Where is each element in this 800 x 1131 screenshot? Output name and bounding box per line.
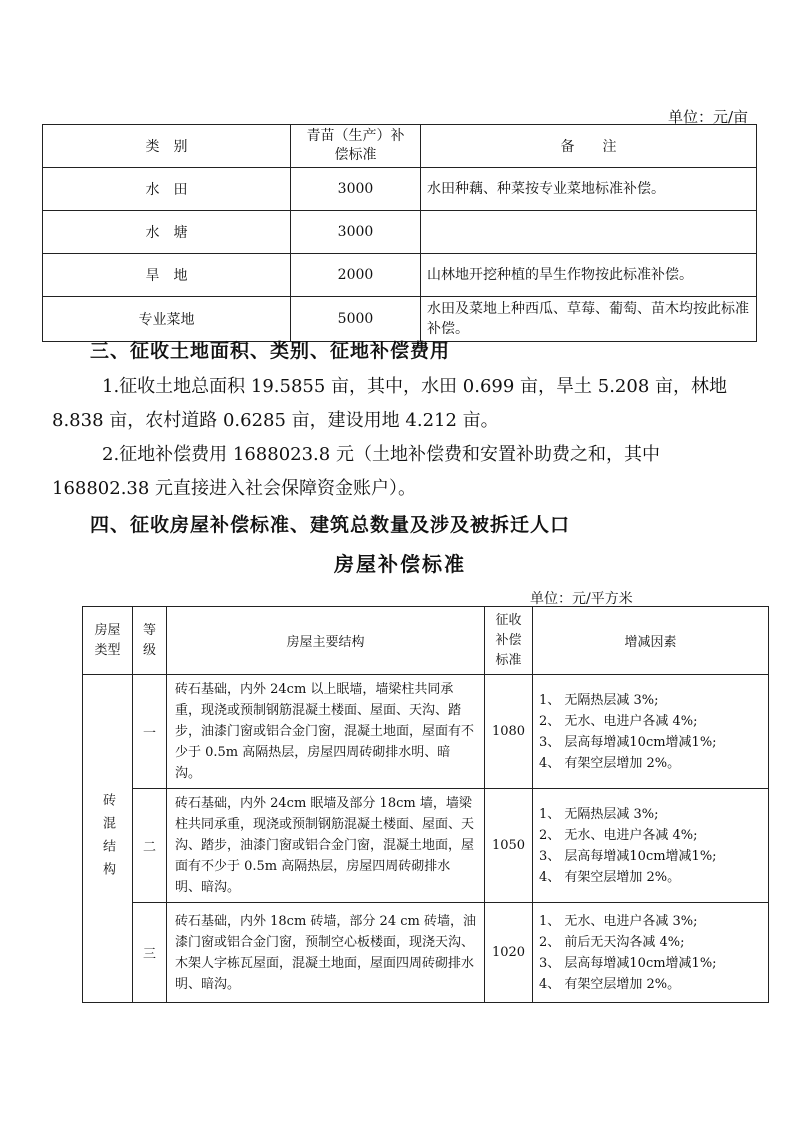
table-row [83, 675, 769, 789]
house-compensation-table [82, 606, 769, 1003]
standard-cell: 3000 [291, 211, 421, 254]
header-grade: 等级 [133, 607, 167, 675]
table-row [43, 168, 757, 211]
section-3-title: 三、征收土地面积、类别、征地补偿费用 [90, 340, 451, 362]
factors-cell: 1、 无隔热层减 3%; 2、 无水、电进户各减 4%; 3、 层高每增减10cm增减1%; 4、 有架空层增加 2%。 [533, 675, 769, 789]
note-cell: 山林地开挖种植的旱生作物按此标准补偿。 [421, 254, 757, 297]
table-header-row [43, 125, 757, 168]
category-cell: 水 田 [43, 168, 291, 211]
category-cell: 专业菜地 [43, 297, 291, 342]
table-row [83, 789, 769, 903]
header-house-type: 房屋类型 [83, 607, 133, 675]
house-table-title: 房屋补偿标准 [334, 552, 466, 576]
standard-cell: 1050 [485, 789, 533, 903]
grade-cell: 一 [133, 675, 167, 789]
table-header-row [83, 607, 769, 675]
structure-cell: 砖石基础，内外 18cm 砖墙，部分 24 cm 砖墙，油漆门窗或铝合金门窗，预制空心板楼面，现浇天沟、木架人字栋瓦屋面，混凝土地面，屋面四周砖砌排水明、暗沟。 [167, 903, 485, 1003]
standard-cell: 1080 [485, 675, 533, 789]
note-cell [421, 211, 757, 254]
standard-cell: 1020 [485, 903, 533, 1003]
category-cell: 水 塘 [43, 211, 291, 254]
header-structure: 房屋主要结构 [167, 607, 485, 675]
standard-cell: 5000 [291, 297, 421, 342]
table-row [83, 903, 769, 1003]
header-category: 类 别 [43, 125, 291, 168]
section-3-paragraph-2: 2.征地补偿费用 1688023.8 元（土地补偿费和安置补助费之和，其中 168802.38 元直接进入社会保障资金账户）。 [52, 444, 660, 499]
unit-label-top: 单位：元/亩 [668, 108, 749, 126]
category-cell: 旱 地 [43, 254, 291, 297]
structure-cell: 砖石基础，内外 24cm 眠墙及部分 18cm 墙，墙梁柱共同承重，现浇或预制钢筋混凝土楼面、屋面、天沟、踏步，油漆门窗或铝合金门窗，混凝土地面，屋面有不少于 0.5m 高隔热层，房屋四周砖砌排水明、暗沟。 [167, 789, 485, 903]
crop-compensation-table [42, 124, 757, 342]
table-row [43, 254, 757, 297]
factors-cell: 1、 无水、电进户各减 3%; 2、 前后无天沟各减 4%; 3、 层高每增减10cm增减1%; 4、 有架空层增加 2%。 [533, 903, 769, 1003]
factors-cell: 1、 无隔热层减 3%; 2、 无水、电进户各减 4%; 3、 层高每增减10cm增减1%; 4、 有架空层增加 2%。 [533, 789, 769, 903]
header-standard: 征收补偿标准 [485, 607, 533, 675]
section-4-title: 四、征收房屋补偿标准、建筑总数量及涉及被拆迁人口 [90, 514, 571, 536]
structure-cell: 砖石基础，内外 24cm 以上眠墙，墙梁柱共同承重，现浇或预制钢筋混凝土楼面、屋面、天沟、踏步，油漆门窗或铝合金门窗，混凝土地面，屋面有不少于 0.5m 高隔热层，房屋四周砖砌排水明、暗沟。 [167, 675, 485, 789]
house-type-cell [83, 675, 133, 1003]
standard-cell: 3000 [291, 168, 421, 211]
header-factors: 增减因素 [533, 607, 769, 675]
note-cell: 水田及菜地上种西瓜、草莓、葡萄、苗木均按此标准补偿。 [421, 297, 757, 342]
house-type-label: 砖混结构 [100, 792, 115, 885]
header-standard: 青苗（生产）补偿标准 [291, 125, 421, 168]
unit-label-house: 单位：元/平方米 [530, 591, 633, 607]
grade-cell: 三 [133, 903, 167, 1003]
grade-cell: 二 [133, 789, 167, 903]
table-row [43, 211, 757, 254]
header-note: 备 注 [421, 125, 757, 168]
table-row [43, 297, 757, 342]
section-3-paragraph-1: 1.征收土地总面积 19.5855 亩，其中，水田 0.699 亩，旱土 5.208 亩，林地 8.838 亩，农村道路 0.6285 亩，建设用地 4.212 亩。 [52, 376, 727, 431]
note-cell: 水田种藕、种菜按专业菜地标准补偿。 [421, 168, 757, 211]
standard-cell: 2000 [291, 254, 421, 297]
